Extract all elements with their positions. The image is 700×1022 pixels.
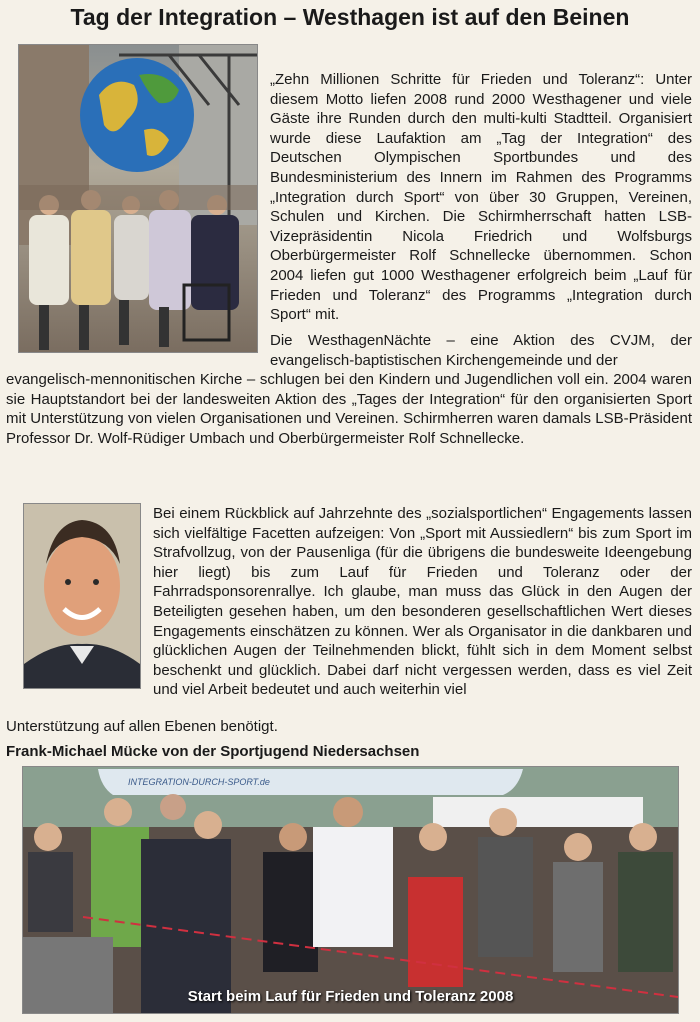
westhagen-naechte-paragraph-start: Die WesthagenNächte – eine Aktion des CVJM, der evangelisch-baptistischen Kirchengemeinde und der bbox=[270, 332, 692, 369]
run-start-photo bbox=[22, 766, 679, 1014]
group-globe-illustration bbox=[19, 45, 257, 352]
intro-paragraph: „Zehn Millionen Schritte für Frieden und Toleranz“: Unter diesem Motto liefen 2008 rund 2000 Westhagener und viele Gäste ihre Runden durch den multi-kulti Stadtteil. Organisiert wurde diese Laufaktion am „Tag der Integration“ des Deutschen Olympischen Sportbundes und des Bundesministerium des Innern im Rahmen des Programms „Integration durch Sport“ von über 30 Gruppen, Vereinen, Schulen und Kirchen. Die Schirmherrschaft hatten LSB-Vizepräsidentin Nicola Friedrich und Wolfsburgs Oberbürgermeister Rolf Schnellecke übernommen. Schon 2004 liefen gut 1000 Westhagener erfolgreich beim „Lauf für Frieden und Toleranz“ des Programms „Integration durch Sport“ mit. bbox=[270, 71, 692, 324]
run-start-caption: Start beim Lauf für Frieden und Toleranz 2008 bbox=[187, 988, 514, 1005]
portrait-illustration bbox=[24, 504, 140, 688]
author-credit: Frank-Michael Mücke von der Sportjugend Niedersachsen bbox=[6, 743, 420, 760]
westhagen-naechte-paragraph: evangelisch-mennonitischen Kirche – schlugen bei den Kindern und Jugendlichen voll ein. 2004 waren sie Hauptstandort bei der landesweiten Aktion des „Tages der Integration“ für den organisierten Sport mit Unterstützung von vielen Organisationen und Vereinen. Schirmherren waren damals LSB-Präsident Professor Dr. Wolf-Rüdiger Umbach und Oberbürgermeister Rolf Schnellecke. bbox=[6, 371, 692, 447]
portrait-photo bbox=[23, 503, 141, 689]
page-title: Tag der Integration – Westhagen ist auf den Beinen bbox=[70, 4, 630, 30]
banner-text: INTEGRATION-DURCH-SPORT.de bbox=[128, 777, 270, 787]
review-paragraph-tail: Unterstützung auf allen Ebenen benötigt. bbox=[6, 718, 278, 735]
run-start-illustration bbox=[23, 767, 678, 1013]
group-globe-photo bbox=[18, 44, 258, 353]
review-paragraph: Bei einem Rückblick auf Jahrzehnte des „sozialsportlichen“ Engagements lassen sich vielfältige Facetten aufzeigen: Von „Sport mit Aussiedlern“ bis zum Sport im Strafvollzug, von der Pausenliga (für die übrigens die bundesweite Ideengebung hier liegt) bis zum Lauf für Frieden und Toleranz oder der Fahrradsponsorenrallye. Ich glaube, man muss das Glück in den Augen der Beteiligten gesehen haben, um den besonderen gesellschaftlichen Wert dieses Engagements einschätzen zu können. Wer als Organisator in die dankbaren und glücklichen Augen der Teilnehmenden blickt, fühlt sich in dem Moment selbst beschenkt und glücklich. Dabei darf nicht vergessen werden, dass es viel Zeit und viel Arbeit bedeutet und auch weiterhin viel bbox=[153, 505, 692, 699]
